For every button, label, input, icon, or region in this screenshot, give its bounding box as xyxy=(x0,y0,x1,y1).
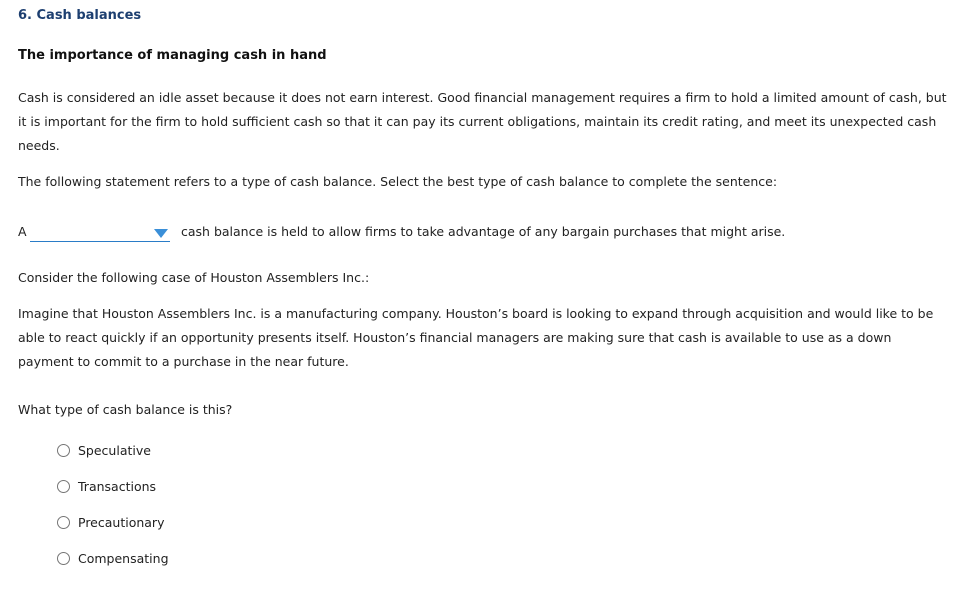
caret-down-icon[interactable] xyxy=(154,229,168,238)
case-paragraph: Imagine that Houston Assemblers Inc. is a manufacturing company. Houston’s board is looking to expand through acquisition and would like to be able to react quickly if an opportunity presents itself. Houston’s financial managers are making sure that cash is available to use as a down payment to commit to a purchase in the near future. xyxy=(18,306,934,369)
instruction-text: The following statement refers to a type of cash balance. Select the best type of cash balance to complete the sentence: xyxy=(18,174,778,189)
radio-button[interactable] xyxy=(57,516,70,529)
radio-button[interactable] xyxy=(57,552,70,565)
intro-paragraph: Cash is considered an idle asset because it does not earn interest. Good financial management requires a firm to hold a limited amount of cash, but it is important for the firm to hold sufficient cash so that it can pay its current obligations, maintain its credit rating, and meet its unexpected cash needs. xyxy=(18,90,947,153)
section-heading: The importance of managing cash in hand xyxy=(18,48,327,63)
option-label: Precautionary xyxy=(78,514,165,530)
sentence-prefix: A xyxy=(18,224,27,239)
option-label: Transactions xyxy=(78,478,157,494)
case-intro: Consider the following case of Houston Assemblers Inc.: xyxy=(18,270,370,285)
option-precautionary[interactable] xyxy=(57,510,169,534)
cash-balance-type-dropdown[interactable] xyxy=(30,222,170,242)
answer-options xyxy=(57,438,169,582)
option-compensating[interactable] xyxy=(57,546,169,570)
option-label: Compensating xyxy=(78,550,169,566)
question-prompt: What type of cash balance is this? xyxy=(18,402,233,417)
option-transactions[interactable] xyxy=(57,474,169,498)
sentence-suffix: cash balance is held to allow firms to take advantage of any bargain purchases that might arise. xyxy=(181,224,786,239)
option-speculative[interactable] xyxy=(57,438,169,462)
question-title: 6. Cash balances xyxy=(18,8,142,23)
fill-in-sentence xyxy=(18,218,785,242)
radio-button[interactable] xyxy=(57,444,70,457)
option-label: Speculative xyxy=(78,442,151,458)
radio-button[interactable] xyxy=(57,480,70,493)
